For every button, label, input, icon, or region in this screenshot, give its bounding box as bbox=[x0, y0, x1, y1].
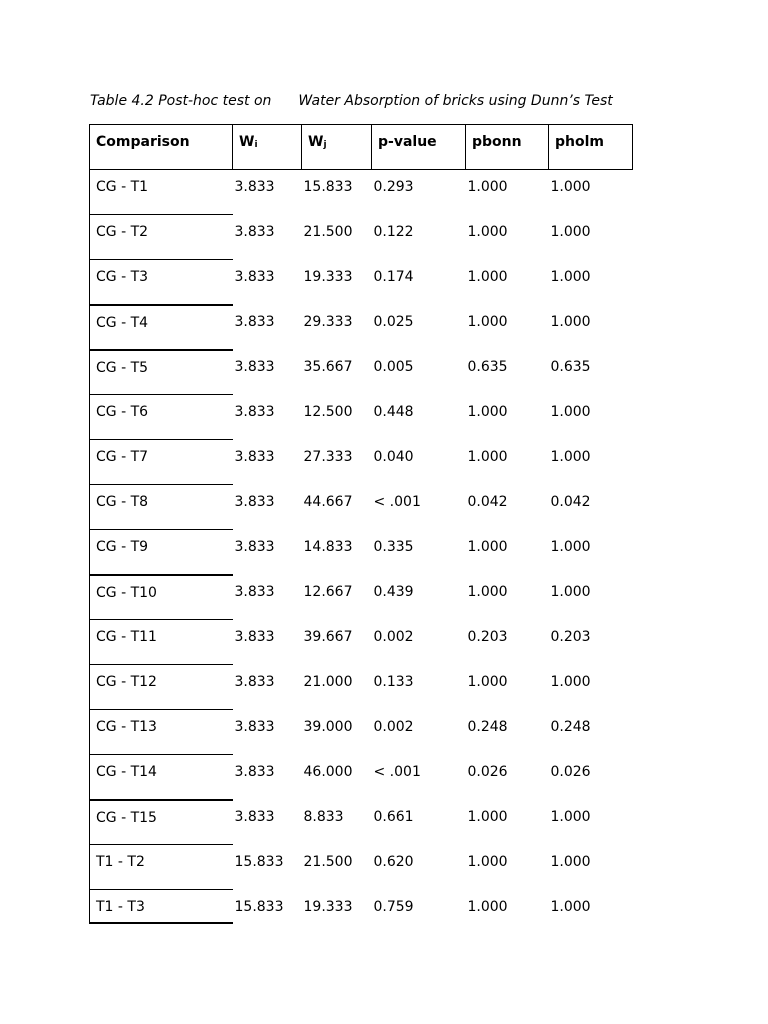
cell-pbonn: 1.000 bbox=[467, 223, 508, 240]
cell-comparison: CG - T8 bbox=[90, 485, 233, 530]
cell-pholm: 0.042 bbox=[550, 493, 591, 510]
cell-comparison: CG - T3 bbox=[90, 260, 233, 305]
cell-wj: 35.667 bbox=[303, 358, 353, 375]
cell-pholm: 1.000 bbox=[550, 448, 591, 465]
cell-pbonn: 1.000 bbox=[467, 268, 508, 285]
header-wi-subscript: i bbox=[254, 140, 258, 150]
cell-wj: 21.000 bbox=[303, 673, 353, 690]
cell-p-value: 0.002 bbox=[373, 628, 414, 645]
cell-pbonn: 0.635 bbox=[467, 358, 508, 375]
cell-wi: 3.833 bbox=[234, 763, 275, 780]
cell-wj: 19.333 bbox=[303, 268, 353, 285]
cell-wi: 3.833 bbox=[234, 358, 275, 375]
cell-wi: 3.833 bbox=[234, 538, 275, 555]
table-row bbox=[90, 305, 633, 350]
cell-wj: 14.833 bbox=[303, 538, 353, 555]
table-row bbox=[90, 530, 633, 575]
cell-comparison: CG - T6 bbox=[90, 395, 233, 440]
cell-pholm: 0.203 bbox=[550, 628, 591, 645]
cell-pholm: 1.000 bbox=[550, 583, 591, 600]
table-row bbox=[90, 755, 633, 800]
cell-pbonn: 1.000 bbox=[467, 179, 508, 195]
cell-p-value: 0.002 bbox=[373, 718, 414, 735]
cell-pholm: 1.000 bbox=[550, 403, 591, 420]
table-row bbox=[90, 710, 633, 755]
cell-pbonn: 1.000 bbox=[467, 583, 508, 600]
table-row bbox=[90, 890, 633, 923]
cell-pbonn: 1.000 bbox=[467, 853, 508, 870]
cell-wj: 8.833 bbox=[303, 808, 344, 825]
table-row bbox=[90, 620, 633, 665]
cell-p-value: 0.122 bbox=[373, 223, 414, 240]
cell-wi: 15.833 bbox=[234, 898, 284, 915]
header-wi: $W_i$ bbox=[233, 125, 302, 170]
cell-p-value: 0.759 bbox=[373, 898, 414, 915]
cell-p-value: 0.439 bbox=[373, 583, 414, 600]
cell-wj: 12.500 bbox=[303, 403, 353, 420]
cell-pholm: 1.000 bbox=[550, 538, 591, 555]
cell-pbonn: 0.042 bbox=[467, 493, 508, 510]
cell-pbonn: 1.000 bbox=[467, 673, 508, 690]
cell-wi: 3.833 bbox=[234, 808, 275, 825]
cell-wi: 3.833 bbox=[234, 718, 275, 735]
cell-pbonn: 0.203 bbox=[467, 628, 508, 645]
cell-wj: 29.333 bbox=[303, 313, 353, 330]
cell-p-value: 0.025 bbox=[373, 313, 414, 330]
cell-wj: 15.833 bbox=[303, 179, 353, 195]
cell-comparison: T1 - T2 bbox=[90, 845, 233, 890]
cell-p-value: 0.174 bbox=[373, 268, 414, 285]
cell-wj: 12.667 bbox=[303, 583, 353, 600]
cell-pholm: 0.026 bbox=[550, 763, 591, 780]
cell-p-value: 0.040 bbox=[373, 448, 414, 465]
cell-pholm: 1.000 bbox=[550, 223, 591, 240]
cell-wi: 3.833 bbox=[234, 403, 275, 420]
cell-p-value: 0.620 bbox=[373, 853, 414, 870]
cell-wi: 3.833 bbox=[234, 583, 275, 600]
cell-wi: 3.833 bbox=[234, 493, 275, 510]
cell-p-value: 0.293 bbox=[373, 179, 414, 195]
cell-wj: 46.000 bbox=[303, 763, 353, 780]
table-row bbox=[90, 440, 633, 485]
cell-wj: 39.667 bbox=[303, 628, 353, 645]
cell-wj: 21.500 bbox=[303, 853, 353, 870]
cell-p-value: 0.448 bbox=[373, 403, 414, 420]
cell-wi: 3.833 bbox=[234, 673, 275, 690]
cell-wi: 3.833 bbox=[234, 628, 275, 645]
cell-p-value: 0.005 bbox=[373, 358, 414, 375]
cell-comparison: CG - T11 bbox=[90, 620, 233, 665]
cell-comparison: T1 - T3 bbox=[90, 890, 233, 923]
cell-wi: 3.833 bbox=[234, 179, 275, 195]
cell-pholm: 1.000 bbox=[550, 853, 591, 870]
dunns-test-table bbox=[89, 124, 633, 924]
cell-pbonn: 0.248 bbox=[467, 718, 508, 735]
cell-comparison: CG - T7 bbox=[90, 440, 233, 485]
cell-pholm: 0.635 bbox=[550, 358, 591, 375]
cell-comparison: CG - T12 bbox=[90, 665, 233, 710]
cell-wj: 44.667 bbox=[303, 493, 353, 510]
table-row bbox=[90, 575, 633, 620]
table-row bbox=[90, 170, 633, 215]
cell-pbonn: 1.000 bbox=[467, 313, 508, 330]
table-header bbox=[90, 125, 633, 170]
cell-comparison: CG - T2 bbox=[90, 215, 233, 260]
header-pholm: pholm bbox=[549, 125, 633, 170]
cell-p-value: 0.133 bbox=[373, 673, 414, 690]
header-pbonn: pbonn bbox=[466, 125, 549, 170]
table-row bbox=[90, 350, 633, 395]
cell-comparison: CG - T15 bbox=[90, 800, 233, 845]
table-row bbox=[90, 395, 633, 440]
header-row bbox=[90, 125, 633, 170]
header-comparison: Comparison bbox=[90, 125, 233, 170]
cell-pholm: 1.000 bbox=[550, 179, 591, 195]
cell-wj: 21.500 bbox=[303, 223, 353, 240]
caption-part-2: Water Absorption of bricks using Dunn’s Test bbox=[298, 93, 613, 109]
header-wj-subscript: j bbox=[323, 140, 327, 150]
table-row bbox=[90, 485, 633, 530]
cell-wi: 15.833 bbox=[234, 853, 284, 870]
cell-p-value: < .001 bbox=[373, 493, 421, 510]
table-row bbox=[90, 665, 633, 710]
cell-comparison: CG - T14 bbox=[90, 755, 233, 800]
table-row bbox=[90, 845, 633, 890]
cell-wi: 3.833 bbox=[234, 223, 275, 240]
cell-wj: 27.333 bbox=[303, 448, 353, 465]
cell-comparison: CG - T13 bbox=[90, 710, 233, 755]
header-p-value: p-value bbox=[372, 125, 466, 170]
cell-pholm: 1.000 bbox=[550, 808, 591, 825]
cell-comparison: CG - T9 bbox=[90, 530, 233, 575]
table-row bbox=[90, 215, 633, 260]
cell-comparison: CG - T10 bbox=[90, 575, 233, 620]
cell-p-value: 0.661 bbox=[373, 808, 414, 825]
cell-comparison: CG - T4 bbox=[90, 305, 233, 350]
table-caption bbox=[90, 93, 613, 109]
cell-pbonn: 1.000 bbox=[467, 538, 508, 555]
cell-pholm: 1.000 bbox=[550, 673, 591, 690]
cell-pholm: 1.000 bbox=[550, 313, 591, 330]
cell-comparison: CG - T5 bbox=[90, 350, 233, 395]
caption-part-1: Table 4.2 Post-hoc test on bbox=[90, 93, 272, 109]
cell-pbonn: 1.000 bbox=[467, 448, 508, 465]
cell-wj: 19.333 bbox=[303, 898, 353, 915]
header-wj: $W_j$ bbox=[302, 125, 372, 170]
cell-pbonn: 1.000 bbox=[467, 898, 508, 915]
table-row bbox=[90, 260, 633, 305]
cell-pbonn: 1.000 bbox=[467, 808, 508, 825]
cell-p-value: < .001 bbox=[373, 763, 421, 780]
cell-wj: 39.000 bbox=[303, 718, 353, 735]
cell-wi: 3.833 bbox=[234, 268, 275, 285]
cell-pholm: 0.248 bbox=[550, 718, 591, 735]
cell-pholm: 1.000 bbox=[550, 268, 591, 285]
table-row bbox=[90, 800, 633, 845]
cell-pbonn: 1.000 bbox=[467, 403, 508, 420]
cell-wi: 3.833 bbox=[234, 448, 275, 465]
cell-pbonn: 0.026 bbox=[467, 763, 508, 780]
cell-p-value: 0.335 bbox=[373, 538, 414, 555]
cell-comparison: CG - T1 bbox=[90, 170, 233, 215]
cell-wi: 3.833 bbox=[234, 313, 275, 330]
table-body bbox=[90, 170, 633, 923]
cell-pholm: 1.000 bbox=[550, 898, 591, 915]
